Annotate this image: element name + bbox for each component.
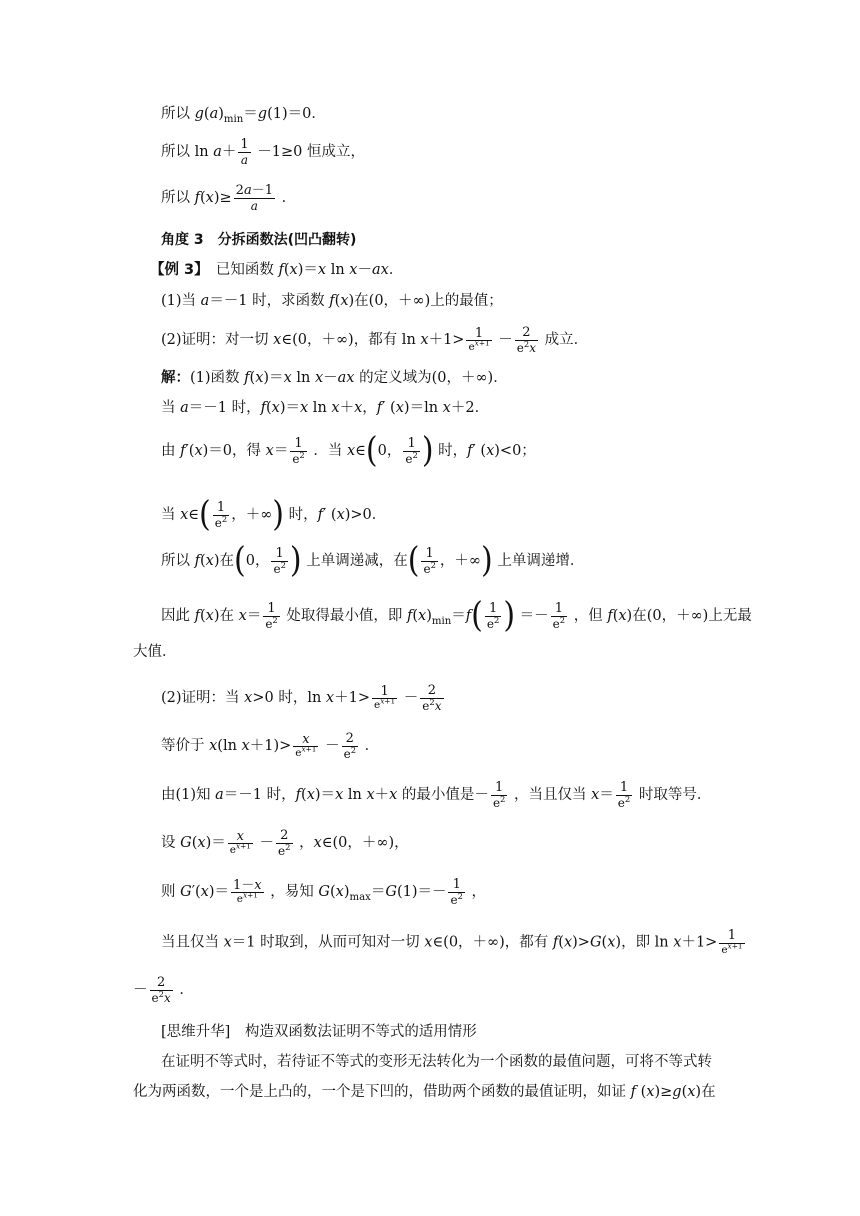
line-12: 所以 f(x)在(0， $\frac{1}{e^2}$ ) 上单调递减，在( $\frac{1}{e^2}$ ，＋∞) 上单调递增． <box>161 540 585 581</box>
summary-text-2: 化为两函数，一个是上凸的，一个是下凹的，借助两个函数的最值证明，如证 f (x)≥g(x)在 <box>133 1084 716 1100</box>
line-17: 由(1)知 a＝－1 时，f(x)＝x ln x＋x 的最小值是－ $\frac{1}{e^2}$ ，当且仅当 x＝ $\frac{1}{e^2}$ 时取等号． <box>161 780 712 810</box>
line-13: 因此 f(x)在 x＝ $\frac{1}{e^2}$ 处取得最小值，即 $f(x)_{min}=f$( $\frac{1}{e^2}$ ) ＝－ $\frac{1}{e^2}$ ，但 f(x)在(0，＋∞)上无最 <box>161 595 752 636</box>
line-18: 设 G(x)＝ $\frac{x}{e^{x+1}}$ － $\frac{2}{e^2}$ ，x∈(0，＋∞)， <box>161 828 409 858</box>
line-19: 则 G′(x)＝ $\frac{1-x}{e^{x+1}}$ ，易知 $G(x)_{max}=G(1)=-$ $\frac{1}{e^2}$ ， <box>161 877 487 907</box>
example-title: 【例 3】 已知函数 f(x)＝x ln x－ax． <box>150 262 404 278</box>
summary-heading: [思维升华] 构造双函数法证明不等式的适用情形 <box>161 1024 477 1040</box>
section-heading: 角度 3 分拆函数法(凹凸翻转) <box>161 232 357 248</box>
line-20: 当且仅当 x＝1 时取到，从而可知对一切 x∈(0，＋∞)，都有 f(x)>G(x)，即 ln x＋1> $\frac{1}{e^{x+1}}$ <box>161 928 743 956</box>
line-21: － $\frac{2}{e^2x}$ ． <box>133 975 194 1005</box>
line-14: 大值． <box>133 644 177 660</box>
line-11: 当 x∈( $\frac{1}{e^2}$ ，＋∞) 时，f′ (x)>0． <box>161 494 387 535</box>
solution-start: 解：(1)函数 f(x)＝x ln x－ax 的定义域为(0，＋∞)． <box>161 370 508 386</box>
line-3: 所以 f(x)≥ $\frac{2a-1}{a}$ ． <box>161 183 297 213</box>
summary-text-1: 在证明不等式时，若待证不等式的变形无法转化为一个函数的最值问题，可将不等式转 <box>161 1054 712 1070</box>
line-15: (2)证明：当 x>0 时，ln x＋1> $\frac{1}{e^{x+1}}$ － $\frac{2}{e^2x}$ <box>161 683 442 713</box>
line-10: 由 f′(x)＝0，得 x＝ $\frac{1}{e^2}$ ．当 x∈(0， $\frac{1}{e^2}$ ) 时，f′ (x)<0； <box>161 430 536 471</box>
line-16: 等价于 x(ln x＋1)> $\frac{x}{e^{x+1}}$ － $\frac{2}{e^2}$ ． <box>161 731 380 761</box>
question-2: (2)证明：对一切 x∈(0，＋∞)，都有 ln x＋1> $\frac{1}{e^{x+1}}$ － $\frac{2}{e^2x}$ 成立． <box>161 325 589 355</box>
question-1: (1)当 a＝－1 时，求函数 f(x)在(0，＋∞)上的最值； <box>161 293 503 309</box>
line-2: 所以 ln a＋ $\frac{1}{a}$ －1≥0 恒成立， <box>161 137 365 167</box>
line-1: 所以 $g(a)_{min}=g(1)=0$． <box>161 106 326 125</box>
line-9: 当 a＝－1 时，f(x)＝x ln x＋x，f′ (x)＝ln x＋2． <box>161 400 490 416</box>
